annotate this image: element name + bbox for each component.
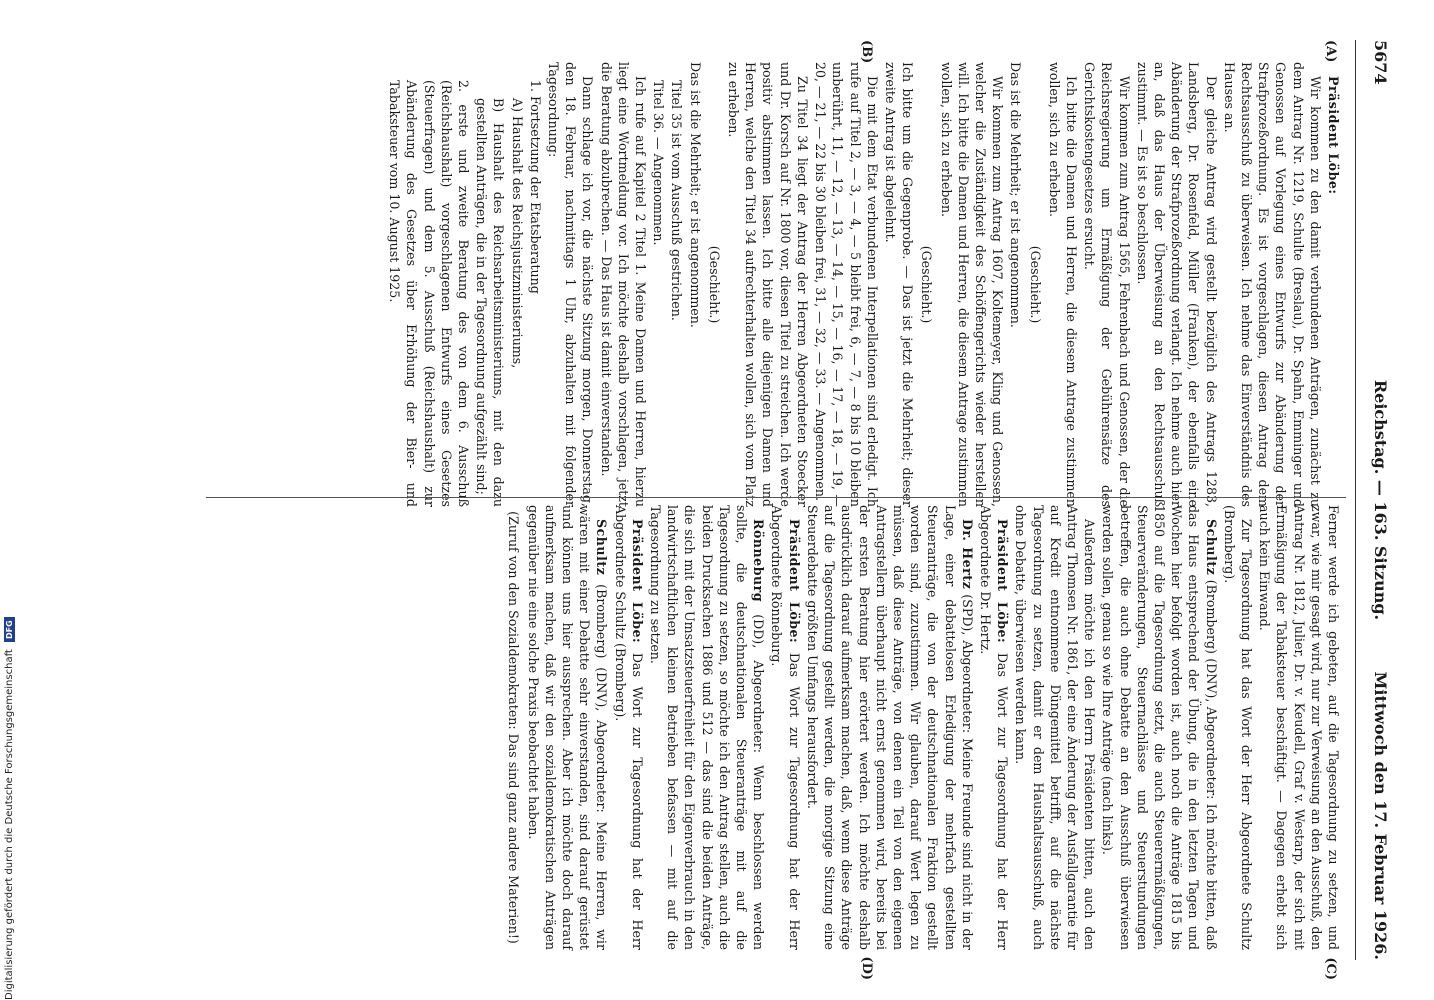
margin-letter-a: (A) [1323,40,1338,63]
speaker-paragraph [1099,505,1219,950]
text-paragraph: (Geschieht.) [1027,245,1043,324]
speaker-name: Rönneburg [751,519,767,603]
page-number: 5674 [1371,40,1390,85]
text-paragraph: Ich bitte die Damen und Herren, die diesem Antrage zustimmen wollen, sich zu erheben. [1046,62,1079,507]
header-rule [1355,40,1356,960]
speaker-text: Das Wort zur Tagesordnung hat der Herr Abgeordnete Schultz (Bromberg). [612,505,645,950]
text-paragraph: A) Haushalt des Reichsjustizministeriums, [509,98,525,369]
margin-letter-b: (B) [859,40,874,64]
speaker-text: Das Wort zur Tagesordnung hat der Herr Abgeordnete Dr. Hertz. [977,505,1011,950]
text-paragraph: Wir kommen zu den damit verbundenen Anträgen, zunächst zu dem Antrag Nr. 1219, Schulte (Breslau), Dr. Spahn, Emminger und Genossen auf Vorlegung eines Entwurfs zur Abänderung der Strafprozeßordnung. Es ist vorgeschlagen, diesen Antrag dem Rechtsausschuß zu überweisen. Ich nehme das Einverständnis des Hauses an. [1221,62,1323,507]
text-paragraph: Die mit dem Etat verbundenen Interpellationen sind erledigt. Ich rufe auf Titel 2, — 3, — 4, — 5 bleibt frei, 6, — 7, — 8 bis 10 bleiben unberührt, 11, — 12, — 13, — 14, — 15, — 16, — 17, — 18, — 19, — 20, — 21, — 22 bis 30 bleiben frei, 31, — 32, — 33. — Angenommen. [813,62,880,507]
speaker-paragraph [977,505,1011,950]
speaker-text: (DD), Abgeordneter: Wenn beschlossen werden sollte, die deutschnationalen Steueranträge mit auf die Tagesordnung zu setzen, so möchte ich den Antrag stellen, auch die beiden Drucksachen 1886 und 512 — das sind die beiden Anträge, die sich mit der Umsatzsteuerfreiheit für den Eigenverbrauch in den landwirtschaftlichen kleinen Betrieben befassen — mit auf die Tagesordnung zu setzen. [648,505,767,950]
text-paragraph: Das ist die Mehrheit; er ist angenommen. [687,62,703,328]
speaker-text: (Bromberg) (DNV), Abgeordneter: Ich möchte bitten, daß das Haus entsprechend der Übung, die in den letzten Tagen und Wochen hier befolgt worden ist, auch noch die Anträge 1815 bis 1850 auf die Tagesordnung setzt, die auch Steuerermäßigungen, Steuerveränderungen, Steuernachlässe und Steuerstundungen betreffen, die auch ohne Debatte an den Ausschuß überwiesen werden sollen, genau so wie Ihre Anträge (nach links). [1100,505,1219,950]
text-paragraph: (Geschieht.) [919,245,935,324]
text-paragraph: (Geschieht.) [706,245,722,324]
text-paragraph: 1. Fortsetzung der Etatsberatung [527,80,543,294]
text-paragraph: B) Haushalt des Reichsarbeitsministeriums, mit den dazu gestellten Anträgen, die in der Tagesordnung aufgezählt sind; [474,98,507,507]
text-paragraph: 2. erste und zweite Beratung des von dem 6. Ausschuß (Reichshaushalt) vorgeschlagenen Entwurfs eines Gesetzes (Steuerfragen) und dem 5. Ausschuß (Reichshaushalt) zur Abänderung des Gesetzes über Erhöhung der Bier- und Tabaksteuer vom 10. August 1925. [387,80,472,507]
page-header [1362,40,1396,960]
footer-credit-text: Digitalisierung gefördert durch die Deutsche Forschungsgemeinschaft [4,649,15,1000]
text-paragraph: Titel 35 ist vom Ausschuß gestrichen. [669,80,685,321]
session-date: Mittwoch den 17. Februar 1926. [1371,671,1390,960]
speaker-name: Präsident Löbe: [786,519,802,644]
text-paragraph: Wir kommen zum Antrag 1607, Koltemeyer, Kling und Genossen, welcher die Zuständigkeit des Schöffengerichts wieder herstellen will. Ich bitte die Damen und Herren, die diesem Antrage zustimmen wollen, sich zu erheben. [938,62,1006,507]
speaker-text: (SPD), Abgeordneter: Meine Freunde sind nicht in der Lage, einer debattelosen Erledigung der mehrfach gestellten Steueranträge, die von der deutschnationalen Fraktion gestellt worden sind, zuzustimmen. Wir glauben, darauf Wert legen zu müssen, daß diese Anträge, von denen ein Teil von den eigenen Antragstellern überhaupt nicht ernst genommen wird, bereits bei der ersten Beratung hier erörtert werden. Ich möchte deshalb ausdrücklich darauf aufmerksam machen, daß, wenn diese Anträge auf die Tagesordnung gestellt werden, die morgige Sitzung eine Steuerdebatte größten Umfangs herausfordert. [804,505,975,950]
speaker-name: Präsident Löbe: [995,519,1011,644]
text-paragraph: Außerdem möchte ich den Herrn Präsidenten bitten, auch den Antrag Thomsen Nr. 1861, der eine Änderung der Ausfallgarantie für auf Kredit entnommene Düngemittel betrifft, auf die nächste Tagesordnung zu setzen, damit er dem Haushaltsausschuß, auch ohne Debatte, überwiesen werden kann. [1013,505,1098,950]
speaker-name: Präsident Löbe: [1326,76,1341,195]
speaker-name: Schultz [1203,519,1219,576]
speaker-text: Das Wort zur Tagesordnung hat der Herr Abgeordnete Rönneburg. [769,505,802,950]
speaker-name: Präsident Löbe: [629,519,645,644]
dfg-logo: DFG [4,617,15,642]
text-paragraph: Zu Titel 34 liegt der Antrag der Herren Abgeordneten Stoecker und Dr. Korsch auf Nr. 1800 vor, diesen Titel zu streichen. Ich werde positiv abstimmen lassen. Ich bitte alle diejenigen Damen und Herren, welche den Titel 34 aufrechterhalten wollen, sich vom Platz zu erheben. [726,62,810,507]
text-paragraph: Dann schlage ich vor, die nächste Sitzung morgen, Donnerstag, den 18. Februar, nachmittags 1 Uhr, abzuhalten mit folgender Tagesordnung: [546,62,596,507]
text-paragraph: Ich bitte um die Gegenprobe. — Das ist jetzt die Mehrheit; dieser zweite Antrag ist abgelehnt. [882,62,916,507]
speaker-name: Schultz [594,519,610,576]
text-paragraph: Das ist die Mehrheit; er ist angenommen. [1008,62,1024,328]
text-paragraph: (Zuruf von den Sozialdemokraten: Das sind ganz andere Materien!) [506,511,522,944]
text-paragraph: Zur Tagesordnung hat das Wort der Herr Abgeordnete Schultz (Bromberg). [1221,505,1254,950]
speaker-text: (Bromberg) (DNV), Abgeordneter: Meine Herren, wir wären mit einer Debatte sehr einverstanden, sind darauf gerüstet und können uns hier aussprechen. Aber ich möchte doch darauf aufmerksam machen, daß wir den sozialdemokratischen Anträgen gegenüber nie eine solche Praxis beobachtet haben. [525,505,610,950]
margin-letter-c: (C) [1323,957,1338,980]
text-paragraph: Der gleiche Antrag wird gestellt bezüglich des Antrags 1283, Landsberg, Dr. Rosenfeld, Müller (Franken), der ebenfalls eine Abänderung der Strafprozeßordnung verlangt. Ich nehme auch hier an, daß das Haus der Überweisung an den Rechtsausschuß zustimmt. — Es ist so beschlossen. [1134,62,1219,507]
margin-letter-d: (D) [859,956,874,980]
session-title: Reichstag. — 163. Sitzung. [1371,379,1390,621]
footer-credit [4,0,978,1000]
text-paragraph: Ich rufe auf Kapitel 2 Titel 1. Meine Damen und Herren, hierzu liegt eine Wortmeldung vor. Ich möchte deshalb vorschlagen, jetzt die Beratung abzubrechen. — Das Haus ist damit einverstanden. [598,62,649,507]
text-paragraph: Titel 36. — Angenommen. [651,80,667,246]
speaker-name: Dr. Hertz [959,519,975,590]
text-paragraph: Wir kommen zum Antrag 1565, Fehrenbach und Genossen, der die Reichsregierung um Ermäßigung der Gebührensätze des Gerichtskostengesetzes ersucht. [1082,62,1132,507]
speaker-paragraph [1325,62,1342,507]
text-paragraph: Ferner werde ich gebeten, auf die Tagesordnung zu setzen, und zwar, wie mir gesagt wird, nur zur Verweisung an den Ausschuß, den Antrag Nr. 1812, Julier, Dr. v. Keudell, Graf v. Westarp, der sich mit Ermäßigung der Tabaksteuer beschäftigt. — Dagegen erhebt sich auch kein Einwand. [1257,505,1341,950]
